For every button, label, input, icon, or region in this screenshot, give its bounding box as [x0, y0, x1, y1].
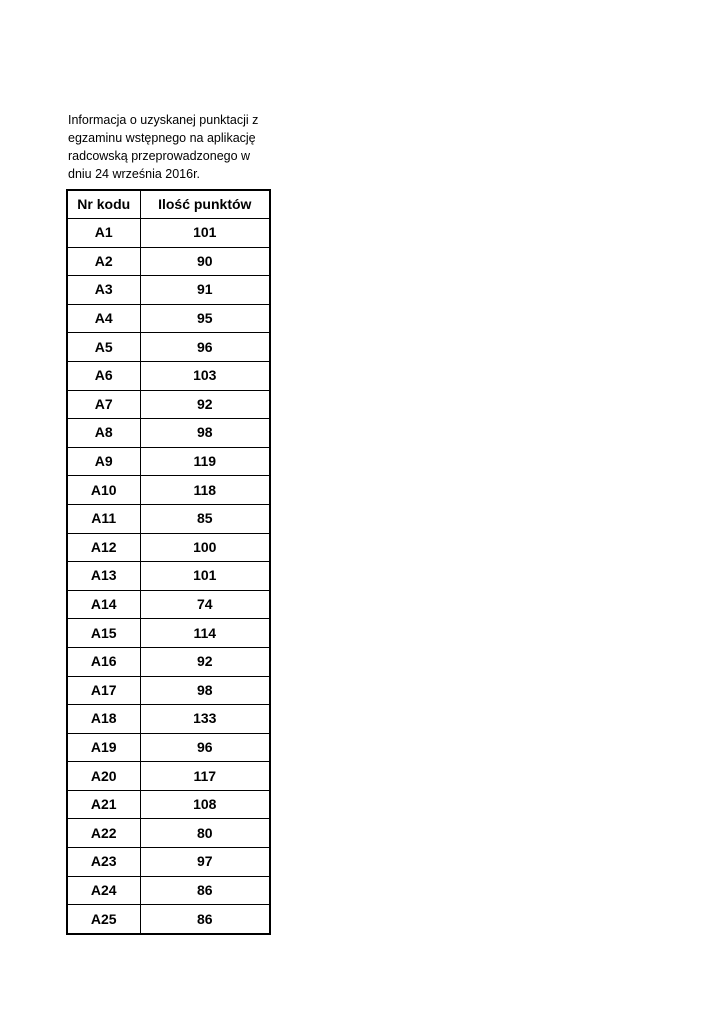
points-cell: 85	[140, 504, 270, 533]
table-row	[67, 476, 270, 505]
table-row	[67, 762, 270, 791]
points-cell: 95	[140, 304, 270, 333]
points-cell: 101	[140, 562, 270, 591]
header-points: Ilość punktów	[140, 190, 270, 219]
code-cell: A19	[67, 733, 140, 762]
intro-line: Informacja o uzyskanej punktacji z	[68, 113, 259, 127]
points-cell: 96	[140, 333, 270, 362]
points-cell: 117	[140, 762, 270, 791]
table-row	[67, 419, 270, 448]
code-cell: A8	[67, 419, 140, 448]
table-row	[67, 647, 270, 676]
code-cell: A2	[67, 247, 140, 276]
table-row	[67, 619, 270, 648]
points-cell: 80	[140, 819, 270, 848]
table-row	[67, 590, 270, 619]
table-body	[67, 219, 270, 934]
table-row	[67, 276, 270, 305]
points-cell: 90	[140, 247, 270, 276]
code-cell: A20	[67, 762, 140, 791]
code-cell: A17	[67, 676, 140, 705]
code-cell: A4	[67, 304, 140, 333]
points-cell: 97	[140, 848, 270, 877]
points-cell: 133	[140, 705, 270, 734]
points-cell: 98	[140, 419, 270, 448]
code-cell: A7	[67, 390, 140, 419]
code-cell: A23	[67, 848, 140, 877]
code-cell: A3	[67, 276, 140, 305]
table-row	[67, 361, 270, 390]
table-row	[67, 504, 270, 533]
code-cell: A10	[67, 476, 140, 505]
table-row	[67, 219, 270, 248]
points-cell: 92	[140, 647, 270, 676]
table-row	[67, 676, 270, 705]
code-cell: A1	[67, 219, 140, 248]
points-cell: 86	[140, 876, 270, 905]
points-cell: 74	[140, 590, 270, 619]
code-cell: A5	[67, 333, 140, 362]
table-row	[67, 304, 270, 333]
points-cell: 98	[140, 676, 270, 705]
table-row	[67, 733, 270, 762]
table-row	[67, 819, 270, 848]
intro-line: dniu 24 września 2016r.	[68, 167, 201, 181]
code-cell: A11	[67, 504, 140, 533]
header-code: Nr kodu	[67, 190, 140, 219]
intro-line: radcowską przeprowadzonego w	[68, 149, 251, 163]
table-row	[67, 447, 270, 476]
intro-text	[68, 111, 278, 183]
table-row	[67, 562, 270, 591]
code-cell: A22	[67, 819, 140, 848]
intro-line: egzaminu wstępnego na aplikację	[68, 131, 256, 145]
code-cell: A9	[67, 447, 140, 476]
code-cell: A6	[67, 361, 140, 390]
table-row	[67, 390, 270, 419]
table-row	[67, 705, 270, 734]
code-cell: A24	[67, 876, 140, 905]
header-row	[67, 190, 270, 219]
table-row	[67, 905, 270, 934]
points-cell: 91	[140, 276, 270, 305]
points-cell: 114	[140, 619, 270, 648]
table-row	[67, 848, 270, 877]
score-table	[66, 189, 271, 935]
code-cell: A18	[67, 705, 140, 734]
table-row	[67, 333, 270, 362]
points-cell: 108	[140, 790, 270, 819]
table-row	[67, 790, 270, 819]
table-row	[67, 247, 270, 276]
points-cell: 103	[140, 361, 270, 390]
table-header	[67, 190, 270, 219]
table-row	[67, 533, 270, 562]
points-cell: 86	[140, 905, 270, 934]
code-cell: A16	[67, 647, 140, 676]
points-cell: 118	[140, 476, 270, 505]
code-cell: A15	[67, 619, 140, 648]
code-cell: A13	[67, 562, 140, 591]
points-cell: 100	[140, 533, 270, 562]
code-cell: A21	[67, 790, 140, 819]
table-row	[67, 876, 270, 905]
points-cell: 101	[140, 219, 270, 248]
points-cell: 92	[140, 390, 270, 419]
code-cell: A25	[67, 905, 140, 934]
points-cell: 119	[140, 447, 270, 476]
code-cell: A14	[67, 590, 140, 619]
code-cell: A12	[67, 533, 140, 562]
points-cell: 96	[140, 733, 270, 762]
